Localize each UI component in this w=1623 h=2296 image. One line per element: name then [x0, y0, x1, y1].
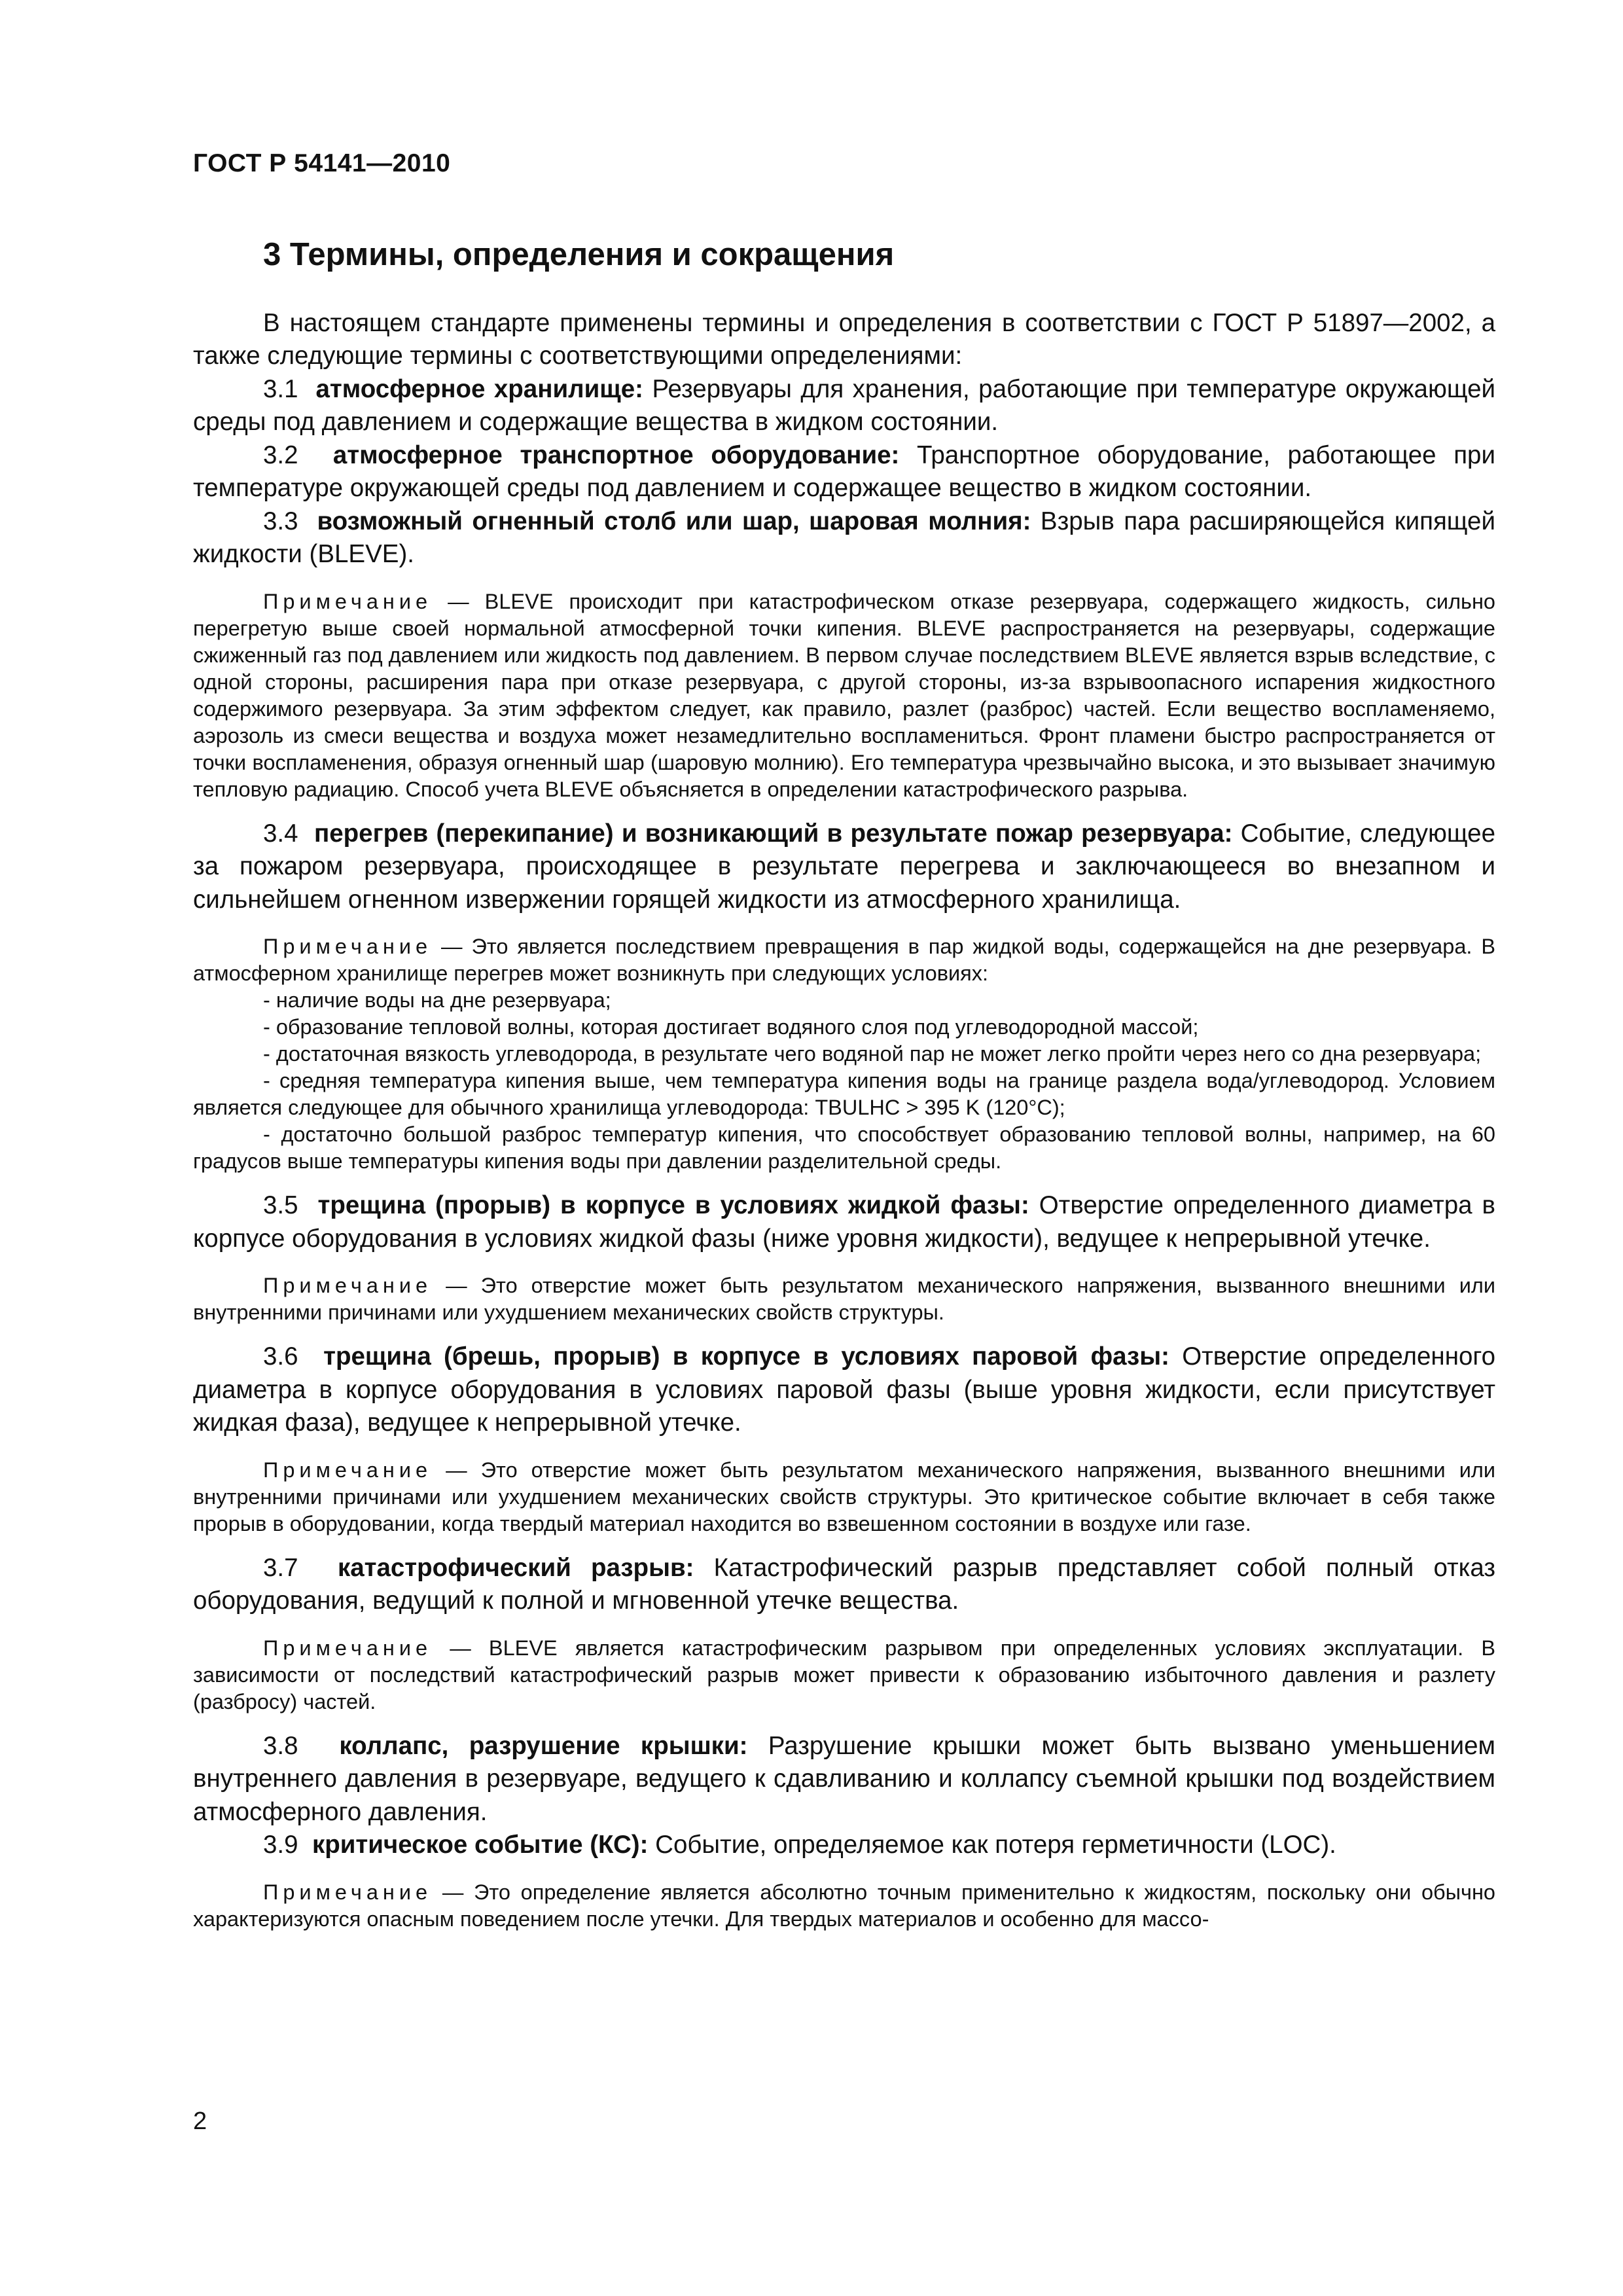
note-label: Примечание: [263, 1636, 433, 1660]
page-number: 2: [193, 2108, 207, 2135]
note-label: Примечание: [263, 1274, 433, 1298]
note-3-9: [193, 1879, 1495, 1933]
note-3-7: [193, 1635, 1495, 1715]
term-number: 3.5: [263, 1191, 298, 1220]
note-text: — Это отверстие может быть результатом механического напряжения, вызванного внешними или внутренними причинами или ухудшением механических свойств структуры.: [193, 1274, 1495, 1325]
condition-item: - средняя температура кипения выше, чем температура кипения воды на границе раздела вода/углеводород. Условием является следующее для обычного хранилища углеводорода: TBULHC > 395 K (120°C);: [193, 1069, 1495, 1120]
term-number: 3.4: [263, 819, 298, 848]
note-3-3: [193, 588, 1495, 803]
term-name: атмосферное транспортное оборудование:: [332, 440, 900, 469]
term-name: катастрофический разрыв:: [337, 1553, 694, 1582]
term-3-5: [193, 1189, 1495, 1255]
term-number: 3.3: [263, 507, 298, 535]
term-definition: Событие, следующее за пожаром резервуара, происходящее в результате перегрева и заключающееся во внезапном и сильнейшем огненном извержении горящей жидкости из атмосферного хранилища.: [193, 819, 1495, 914]
term-3-2: [193, 439, 1495, 505]
note-3-6: [193, 1457, 1495, 1537]
note-label: Примечание: [263, 935, 433, 959]
term-definition: Разрушение крышки может быть вызвано уменьшением внутреннего давления в резервуаре, ведущего к сдавливанию и коллапсу съемной крышки под воздействием атмосферного давления.: [193, 1731, 1495, 1826]
term-name: трещина (прорыв) в корпусе в условиях жидкой фазы:: [317, 1191, 1029, 1220]
note-text: — BLEVE является катастрофическим разрывом при определенных условиях эксплуатации. В зависимости от последствий катастрофический разрыв может привести к образованию избыточного давления и разлету (разбросу) частей.: [193, 1636, 1495, 1713]
note-label: Примечание: [263, 1880, 433, 1904]
section-title: 3 Термины, определения и сокращения: [263, 237, 895, 272]
condition-item: - образование тепловой волны, которая достигает водяного слоя под углеводородной массой;: [263, 1015, 1199, 1039]
note-text: — BLEVE происходит при катастрофическом отказе резервуара, содержащего жидкость, сильно перегретую выше своей нормальной атмосферной точки кипения. BLEVE распространяется на резервуары, содержащие сжиженный газ под давлением или жидкость под давлением. В первом случае последствием BLEVE является взрыв вследствие, с одной стороны, расширения пара при отказе резервуара, с другой стороны, из-за взрывоопасного испарения жидкостного содержимого резервуара. За этим эффектом следует, как правило, разлет (разброс) частей. Если вещество воспламеняемо, аэрозоль из смеси вещества и воздуха может незамедлительно воспламениться. Фронт пламени быстро распространяется от точки воспламенения, образуя огненный шар (шаровую молнию). Его температура чрезвычайно высока, и это вызывает значимую тепловую радиацию. Способ учета BLEVE объясняется в определении катастрофического разрыва.: [193, 589, 1495, 801]
term-definition: Отверстие определенного диаметра в корпусе оборудования в условиях паровой фазы (выше уровня жидкости, если присутствует жидкая фаза), ведущее к непрерывной утечке.: [193, 1342, 1495, 1437]
note-3-5: [193, 1272, 1495, 1326]
term-3-6: [193, 1340, 1495, 1440]
term-name: атмосферное хранилище:: [315, 374, 643, 403]
term-3-1: [193, 373, 1495, 439]
term-definition: Катастрофический разрыв представляет собой полный отказ оборудования, ведущий к полной и мгновенной утечке вещества.: [193, 1553, 1495, 1615]
term-3-4: [193, 817, 1495, 917]
condition-item: - достаточно большой разброс температур кипения, что способствует образованию тепловой волны, например, на 60 градусов выше температуры кипения воды при давлении разделительной среды.: [193, 1122, 1495, 1174]
note-label: Примечание: [263, 589, 433, 613]
term-3-7: [193, 1552, 1495, 1618]
page-content: [193, 236, 1495, 1933]
term-definition: Отверстие определенного диаметра в корпусе оборудования в условиях жидкой фазы (ниже уровня жидкости), ведущее к непрерывной утечке.: [193, 1191, 1495, 1253]
term-3-8: [193, 1730, 1495, 1829]
note-label: Примечание: [263, 1458, 433, 1482]
note-3-4: [193, 933, 1495, 987]
term-number: 3.7: [263, 1553, 298, 1582]
term-number: 3.2: [263, 440, 298, 469]
term-definition: Транспортное оборудование, работающее при температуре окружающей среды под давлением и содержащее вещество в жидком состоянии.: [193, 440, 1495, 503]
term-number: 3.9: [263, 1831, 298, 1859]
term-definition: Резервуары для хранения, работающие при температуре окружающей среды под давлением и содержащие вещества в жидком состоянии.: [193, 374, 1495, 437]
term-definition: Взрыв пара расширяющейся кипящей жидкости (BLEVE).: [193, 507, 1495, 569]
note-text: — Это является последствием превращения в пар жидкой воды, содержащейся на дне резервуара. В атмосферном хранилище перегрев может возникнуть при следующих условиях:: [193, 935, 1496, 986]
condition-item: - достаточная вязкость углеводорода, в результате чего водяной пар не может легко пройти через него со дна резервуара;: [263, 1042, 1482, 1066]
term-name: трещина (брешь, прорыв) в корпусе в условиях паровой фазы:: [323, 1342, 1169, 1371]
term-name: перегрев (перекипание) и возникающий в результате пожар резервуара:: [313, 819, 1233, 848]
term-3-3: [193, 505, 1495, 571]
note-text: — Это отверстие может быть результатом механического напряжения, вызванного внешними или внутренними причинами или ухудшением механических свойств структуры. Это критическое событие включает в себя также прорыв в оборудовании, когда твердый материал находится во взвешенном состоянии в воздухе или газе.: [193, 1458, 1495, 1535]
term-number: 3.6: [263, 1342, 298, 1371]
term-number: 3.1: [263, 374, 298, 403]
term-number: 3.8: [263, 1731, 298, 1760]
term-definition: Событие, определяемое как потеря герметичности (LOC).: [655, 1831, 1336, 1859]
term-name: критическое событие (КС):: [312, 1831, 649, 1859]
intro-paragraph: В настоящем стандарте применены термины и определения в соответствии с ГОСТ Р 51897—2002, а также следующие термины с соответствующими определениями:: [193, 308, 1495, 370]
term-name: возможный огненный столб или шар, шаровая молния:: [317, 507, 1031, 535]
condition-item: - наличие воды на дне резервуара;: [263, 988, 611, 1013]
note-text: — Это определение является абсолютно точным применительно к жидкостям, поскольку они обычно характеризуются опасным поведением после утечки. Для твердых материалов и особенно для массо-: [193, 1880, 1495, 1931]
document-code: ГОСТ Р 54141—2010: [193, 149, 451, 177]
term-name: коллапс, разрушение крышки:: [339, 1731, 748, 1760]
term-3-9: [193, 1829, 1495, 1862]
